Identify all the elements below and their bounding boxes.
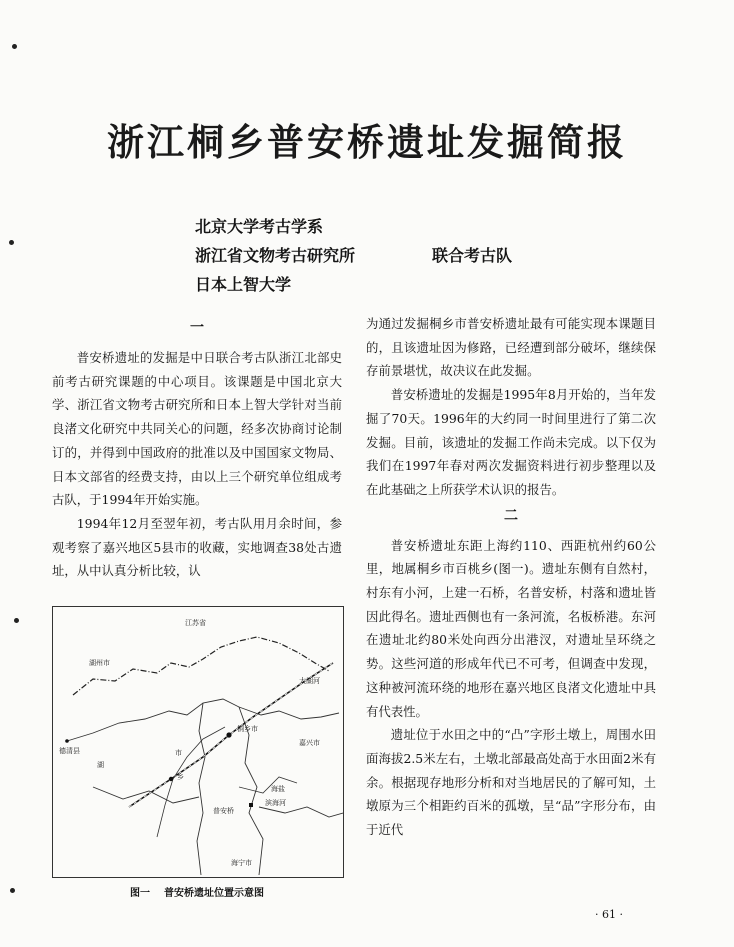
figure-caption — [52, 884, 342, 899]
scan-mark — [10, 888, 15, 893]
map-label-deqing: 德清县 — [59, 747, 80, 755]
author-zhejiang: 浙江省文物考古研究所 — [195, 246, 356, 265]
county-border — [67, 699, 239, 741]
map-label-jiangsu: 江苏省 — [185, 619, 206, 627]
city-marker — [226, 732, 231, 737]
map-label-huzhou: 湖州市 — [89, 659, 110, 667]
map-label-puanqiao: 普安桥 — [213, 807, 234, 815]
article-title: 浙江桐乡普安桥遗址发掘简报 — [107, 121, 627, 164]
map-label-shi: 市 — [175, 749, 182, 757]
joint-team-label: 联合考古队 — [432, 246, 513, 265]
author-peking: 北京大学考古学系 — [195, 217, 324, 236]
paragraph: 遗址位于水田之中的“凸”字形土墩上，周围水田面海拔2.5米左右，土墩北部最高处高于水田面2米有余。根据现存地形分析和对当地居民的了解可知，土墩原为三个相距约百米的孤墩，呈“品”字形分布，由于近代 — [366, 727, 656, 838]
county-border — [259, 807, 343, 817]
figure-label: 图一 — [130, 888, 150, 899]
figure-caption-text: 普安桥遗址位置示意图 — [164, 888, 264, 899]
paragraph: 普安桥遗址的发掘是1995年8月开始的，当年发掘了70天。1996年的大约同一时间里进行了第二次发掘。目前，该遗址的发掘工作尚未完成。以下仅为我们在1997年春对两次发掘资料进行初步整理以及在此基础之上所获学术认识的报告。 — [366, 387, 656, 497]
scan-mark — [14, 618, 19, 623]
page-number: · 61 · — [595, 908, 623, 921]
paragraph: 普安桥遗址的发掘是中日联合考古队浙江北部史前考古研究课题的中心项目。该课题是中国北京大学、浙江省文物考古研究所和日本上智大学针对当前良渚文化研究中共同关心的问题，经多次协商讨论制订的，并得到中国政府的批准以及中国国家文物局、日本文部省的经费支持，由以上三个研究单位组成考古队，于1994年开始实施。 — [52, 350, 342, 508]
section-heading-two: 二 — [504, 507, 518, 524]
map-label-tongxiang: 桐乡市 — [237, 725, 258, 733]
paragraph: 1994年12月至翌年初，考古队用月余时间，参观考察了嘉兴地区5县市的收藏，实地调查38处古遗址，从中认真分析比较，认 — [52, 515, 342, 579]
scan-mark — [9, 240, 14, 245]
map-svg — [53, 607, 343, 877]
left-column — [52, 314, 342, 583]
map-label-xiang: 乡 — [177, 773, 184, 781]
scan-mark — [12, 44, 17, 49]
site-marker — [249, 803, 253, 807]
province-border — [73, 637, 329, 695]
city-marker — [169, 777, 173, 781]
map-label-river: 滨海河 — [265, 799, 286, 807]
county-border — [197, 703, 205, 875]
section-heading-one: 一 — [190, 320, 204, 336]
location-map — [52, 606, 344, 878]
river-line — [239, 777, 297, 793]
right-column — [366, 312, 656, 842]
paragraph: 为通过发掘桐乡市普安桥遗址最有可能实现本课题目的，且该遗址因为修路，已经遭到部分破坏，继续保存前景堪忧，故决议在此发掘。 — [366, 316, 656, 379]
map-label-hu: 湖 — [97, 761, 104, 769]
map-label-haining: 海宁市 — [231, 859, 252, 867]
map-label-taihu: 太湖河 — [299, 677, 320, 685]
map-label-haiyan: 海盐 — [271, 785, 285, 793]
author-block — [195, 212, 355, 299]
map-label-jiaxing: 嘉兴市 — [299, 739, 320, 747]
author-sophia: 日本上智大学 — [195, 275, 292, 294]
city-marker — [65, 739, 69, 743]
paragraph: 普安桥遗址东距上海约110、西距杭州约60公里，地属桐乡市百桃乡(图一)。遗址东侧有自然村，村东有小河，上建一石桥，名普安桥，村落和遗址皆因此得名。遗址西侧也有一条河流，名板桥港。东河在遗址北约80米处向西分出港汊，对遗址呈环绕之势。这些河道的形成年代已不可考，但调查中发现，这种被河流环绕的地形在嘉兴地区良渚文化遗址中具有代表性。 — [366, 537, 656, 719]
